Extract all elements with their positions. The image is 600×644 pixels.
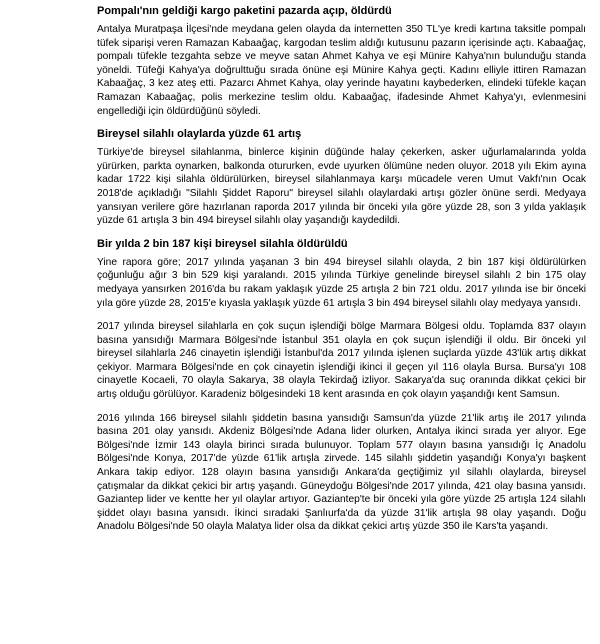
section-heading-deaths: Bir yılda 2 bin 187 kişi bireysel silahla öldürüldü	[97, 237, 348, 250]
section-heading-armed-incidents: Bireysel silahlı olaylarda yüzde 61 artış	[97, 128, 302, 141]
section2-paragraph-2: 2017 yılında bireysel silahlarla en çok suçun işlendiği bölge Marmara Bölgesi oldu. Toplamda 837 olayın basına yansıdığı Marmara Bölgesi'nde İstanbul 351 olayla en çok suçun işlendiği il oldu. Bir önceki yıl bireysel silahlarla 246 cinayetin işlendiği İstanbul'da 2017 yılında işlenen suçlarda yüzde 43'lük artış dikkat çekiyor. Marmara Bölgesi'nde en çok cinayetin işlendiği ikinci il geçen yıl 116 olayla Bursa. Bursa'yı 108 cinayetle Kocaeli, 70 olayla Sakarya, 38 olayla Tekirdağ izliyor. Sakarya'da suç oranında dikkat çekici bir artış olduğu görülüyor. Karadeniz bölgesindeki 18 kent arasında en çok olayın yaşandığı kent Samsun.	[97, 321, 586, 401]
section2-paragraph-1: Yine rapora göre; 2017 yılında yaşanan 3 bin 494 bireysel silahlı olayda, 2 bin 187 kişi öldürülürken çoğunluğu ağır 3 bin 529 kişi yaralandı. 2015 yılında Türkiye genelinde bireysel silahlı 2 bin 175 olay medyaya yansırken 2016'da bu rakam yaklaşık yüzde 25 artışla 2 bin 721 oldu. 2017 yılında ise bir önceki yıla göre yüzde 28, 2015'e kıyasla yaklaşık yüzde 61 artışla 3 bin 494 bireysel silahlı olay medyaya yansıdı.	[97, 256, 586, 309]
intro-paragraph: Antalya Muratpaşa İlçesi'nde meydana gelen olayda da internetten 350 TL'ye kredi kartına taksitle pompalı tüfek siparişi veren Ramazan Kabaağaç, kargodan teslim aldığı kutusunu pazarın içerisinde açtı. Kabaağaç, pompalı tüfekle tezgahta sebze ve meyve satan Ahmet Kahya ve eşi Münire Kahya'nın bulunduğu standa yöneldi. Tüfeği Kahya'ya doğrulttuğu sırada önüne eşi Münire Kahya geçti. Kadını elliyle ittiren Ramazan Kabaağaç, 3 kez ateş etti. Pazarcı Ahmet Kahya, olay yerinde hayatını kaybederken, elindeki tüfekle kaçan Ramazan Kabaağaç, polis merkezine teslim oldu. Kabaağaç, ifadesinde Ahmet Kahya'yı, evlenmesini engellediği için öldürdüğünü söyledi.	[97, 24, 586, 117]
article-headline: Pompalı'nın geldiği kargo paketini pazarda açıp, öldürdü	[97, 5, 392, 17]
section2-paragraph-3: 2016 yılında 166 bireysel silahlı şiddetin basına yansıdığı Samsun'da yüzde 21'lik artış ile 2017 yılında basına 201 olay yansıdı. Akdeniz Bölgesi'nde Adana lider olurken, Antalya ikinci sırada yer alıyor. Ege Bölgesi'nde İzmir 143 olayla birinci sırada bulunuyor. Toplam 577 olayın basına yansıdığı İç Anadolu Bölgesi'nde Konya, 2017'de yüzde 61'lik artışla zirvede. 145 silahlı şiddetin yaşandığı Konya'yı başkent Ankara takip ediyor. 128 olayın basına yansıdığı Ankara'da geçtiğimiz yıl silahlı olaylarda, bireysel çatışmalar da dikkat çekici bir artış yaşandı. Güneydoğu Bölgesi'nde 2017 yılında, 421 olay basına yansıdı. Gaziantep lider ve kentte her yıl olaylar artıyor. Gaziantep'te bir önceki yıla göre yüzde 25 artışla 124 silahlı şiddet olayı basına yansıdı. İkinci sıradaki Şanlıurfa'da da yüzde 31'lik artışla 98 olay yaşandı. Doğu Anadolu Bölgesi'nde 50 olayla Malatya lider olsa da dikkat çekici artış yüzde 350 ile Kars'ta yaşandı.	[97, 412, 586, 533]
section1-paragraph: Türkiye'de bireysel silahlanma, binlerce kişinin düğünde halay çekerken, asker uğurlamalarında yolda yürürken, parkta oynarken, balkonda otururken, evde uyurken ölümüne neden oluyor. 2018 yılı Ekim ayına kadar 1722 kişi silahla öldürülürken, bireysel silahlanmaya karşı mücadele veren Umut Vakfı'nın Ocak 2018'de açıkladığı "Silahlı Şiddet Raporu" bireysel silahlı olaylardaki artışı gözler önüne serdi. Medyaya yansıyan verilere göre hazırlanan raporda 2017 yılında bir önceki yıla göre yüzde 28, son 3 yılda yaklaşık yüzde 61 artışla 3 bin 494 bireysel silahlı olay yaşandığı kaydedildi.	[97, 147, 586, 227]
